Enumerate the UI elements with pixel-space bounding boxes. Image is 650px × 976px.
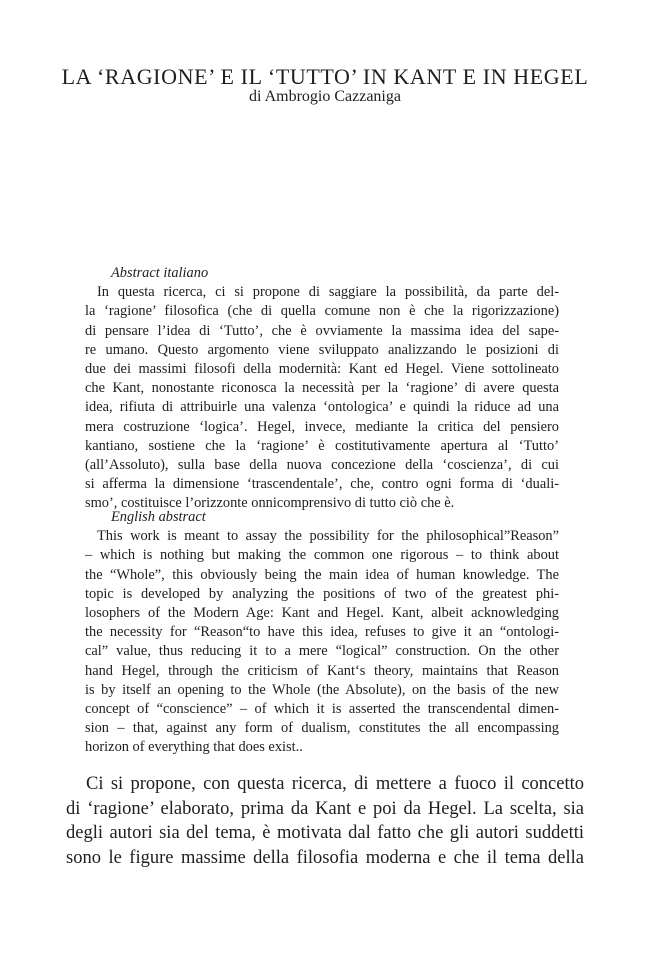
abstract-line: sion – that, against any form of dualism, constitutes the all encompassing (85, 720, 559, 737)
abstract-line: hand Hegel, through the criticism of Kant‘s theory, maintains that Reason (85, 662, 559, 679)
abstract-line: due dei massimi filosofi della modernità: Kant ed Hegel. Viene sottolineato (85, 361, 559, 378)
abstract-line: si afferma la dimensione ‘trascendentale’, che, contro ogni forma di ‘duali- (85, 476, 559, 493)
abstract-line: is by itself an opening to the Whole (the Absolute), on the basis of the new (85, 681, 559, 698)
article-author: di Ambrogio Cazzaniga (249, 88, 401, 105)
abstract-line: cal” value, thus reducing it to a mere “logical” construction. On the other (85, 643, 559, 660)
article-title: LA ‘RAGIONE’ E IL ‘TUTTO’ IN KANT E IN HEGEL (61, 64, 589, 89)
abstract-line: idea, rifiuta di attribuirle una valenza ‘ontologica’ e quindi la riduce ad una (85, 399, 559, 416)
body-line: Ci si propone, con questa ricerca, di mettere a fuoco il concetto (86, 774, 584, 794)
abstract-italian (85, 264, 559, 514)
abstract-line: the necessity for “Reason“to have this idea, refuses to give it an “ontologi- (85, 624, 559, 641)
abstract-line: – which is nothing but making the common one rigorous – to think about (85, 547, 559, 564)
body-line: degli autori sia del tema, è motivata dal fatto che gli autori suddetti (66, 823, 584, 843)
abstract-line: re umano. Questo argomento viene sviluppato analizzando le posizioni di (85, 341, 559, 358)
abstract-line: horizon of everything that does exist.. (85, 739, 303, 756)
abstract-line: losophers of the Modern Age: Kant and Hegel. Kant, albeit acknowledging (85, 605, 559, 622)
abstract-line: concept of “conscience” – of which it is asserted the transcendental dimen- (85, 701, 559, 718)
abstract-line: This work is meant to assay the possibility for the philosophical”Reason” (97, 528, 559, 545)
abstract-line: che Kant, nonostante riconosca la necessità per la ‘ragione’ di avere questa (85, 380, 559, 397)
body-line: sono le figure massime della filosofia moderna e che il tema della (66, 847, 584, 868)
abstract-line: di pensare l’idea di ‘Tutto’, che è ovviamente la massima idea del sape- (85, 322, 559, 339)
abstract-line: mera costruzione ‘logica’. Hegel, invece, mediante la critica del pensiero (85, 418, 559, 435)
abstract-line: kantiano, sostiene che la ‘ragione’ è costitutivamente apertura al ‘Tutto’ (85, 437, 559, 454)
abstract-line: la ‘ragione’ filosofica (che di quella comune non è che la rigorizzazione) (85, 303, 559, 320)
abstract-english (85, 508, 559, 758)
abstract-line: smo’, costituisce l’orizzonte onnicomprensivo di tutto ciò che è. (85, 495, 455, 512)
abstract-line: (all’Assoluto), sulla base della nuova concezione della ‘coscienza’, di cui (85, 457, 559, 474)
abstract-line: topic is developed by analyzing the positions of two of the greatest phi- (85, 585, 559, 602)
body-paragraph (66, 772, 584, 870)
abstract-line: In questa ricerca, ci si propone di saggiare la possibilità, da parte del- (97, 284, 559, 301)
abstract-english-heading: English abstract (111, 509, 206, 525)
body-line: di ‘ragione’ elaborato, prima da Kant e poi da Hegel. La scelta, sia (66, 798, 584, 819)
abstract-line: the “Whole”, this obviously being the main idea of human knowledge. The (85, 566, 559, 583)
abstract-italian-heading: Abstract italiano (111, 265, 209, 281)
